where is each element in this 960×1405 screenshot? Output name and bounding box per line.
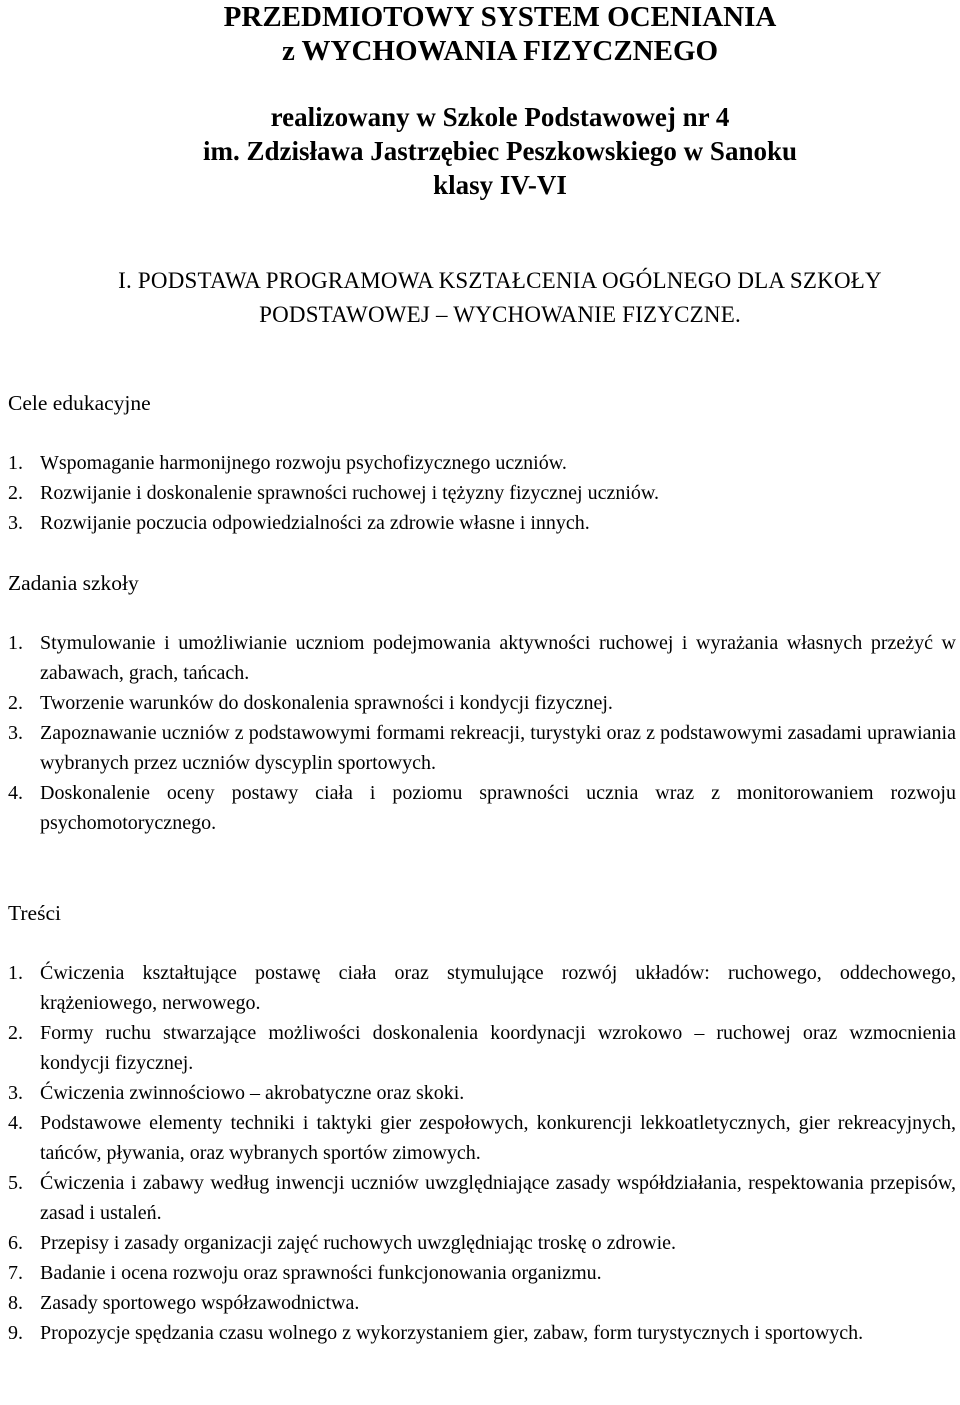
list-item: 2. Formy ruchu stwarzające możliwości doskonalenia koordynacji wzrokowo – ruchowej oraz wzmocnienia kondycji fizycznej. — [8, 1022, 956, 1074]
list-item: 7. Badanie i ocena rozwoju oraz sprawności funkcjonowania organizmu. — [8, 1262, 602, 1284]
list-item: 3. Ćwiczenia zwinnościowo – akrobatyczne oraz skoki. — [8, 1082, 465, 1104]
section-heading — [0, 264, 960, 332]
list-item: 8. Zasady sportowego współzawodnictwa. — [8, 1292, 360, 1314]
list-item: 3. Zapoznawanie uczniów z podstawowymi formami rekreacji, turystyki oraz z podstawowymi zasadami uprawiania wybranych przez uczniów dyscyplin sportowych. — [8, 722, 956, 774]
document-title — [0, 0, 960, 68]
subtitle-line-1: realizowany w Szkole Podstawowej nr 4 — [270, 102, 730, 132]
tresci-heading: Treści — [8, 901, 61, 925]
document-subtitle — [0, 100, 960, 202]
list-item: 3. Rozwijanie poczucia odpowiedzialności za zdrowie własne i innych. — [8, 512, 590, 534]
list-item: 4. Doskonalenie oceny postawy ciała i poziomu sprawności ucznia wraz z monitorowaniem rozwoju psychomotorycznego. — [8, 782, 956, 834]
list-item: 2. Tworzenie warunków do doskonalenia sprawności i kondycji fizycznej. — [8, 692, 613, 714]
section-line-1: I. PODSTAWA PROGRAMOWA KSZTAŁCENIA OGÓLNEGO DLA SZKOŁY — [118, 268, 882, 293]
subtitle-line-3: klasy IV-VI — [433, 170, 567, 200]
list-item: 2. Rozwijanie i doskonalenie sprawności ruchowej i tężyzny fizycznej uczniów. — [8, 482, 660, 504]
list-item: 6. Przepisy i zasady organizacji zajęć ruchowych uwzględniając troskę o zdrowie. — [8, 1232, 677, 1254]
tresci-list — [8, 958, 956, 1348]
list-item: 4. Podstawowe elementy techniki i taktyki gier zespołowych, konkurencji lekkoatletycznych, gier rekreacyjnych, tańców, pływania, oraz wybranych sportów zimowych. — [8, 1112, 956, 1164]
list-item: 9. Propozycje spędzania czasu wolnego z wykorzystaniem gier, zabaw, form turystycznych i sportowych. — [8, 1322, 864, 1344]
list-item: 1. Ćwiczenia kształtujące postawę ciała oraz stymulujące rozwój układów: ruchowego, oddechowego, krążeniowego, nerwowego. — [8, 962, 956, 1014]
list-item: 5. Ćwiczenia i zabawy według inwencji uczniów uwzględniające zasady współdziałania, respektowania przepisów, zasad i ustaleń. — [8, 1172, 956, 1224]
cele-list — [8, 448, 956, 538]
title-line-2: z WYCHOWANIA FIZYCZNEGO — [281, 35, 719, 67]
subtitle-line-2: im. Zdzisława Jastrzębiec Peszkowskiego w Sanoku — [203, 136, 797, 166]
section-line-2: PODSTAWOWEJ – WYCHOWANIE FIZYCZNE. — [259, 302, 741, 327]
cele-heading: Cele edukacyjne — [8, 391, 151, 415]
zadania-heading: Zadania szkoły — [8, 571, 139, 595]
zadania-list — [8, 628, 956, 838]
list-item: 1. Wspomaganie harmonijnego rozwoju psychofizycznego uczniów. — [8, 452, 567, 474]
title-line-1: PRZEDMIOTOWY SYSTEM OCENIANIA — [223, 1, 777, 33]
list-item: 1. Stymulowanie i umożliwianie uczniom podejmowania aktywności ruchowej i wyrażania własnych przeżyć w zabawach, grach, tańcach. — [8, 632, 956, 684]
